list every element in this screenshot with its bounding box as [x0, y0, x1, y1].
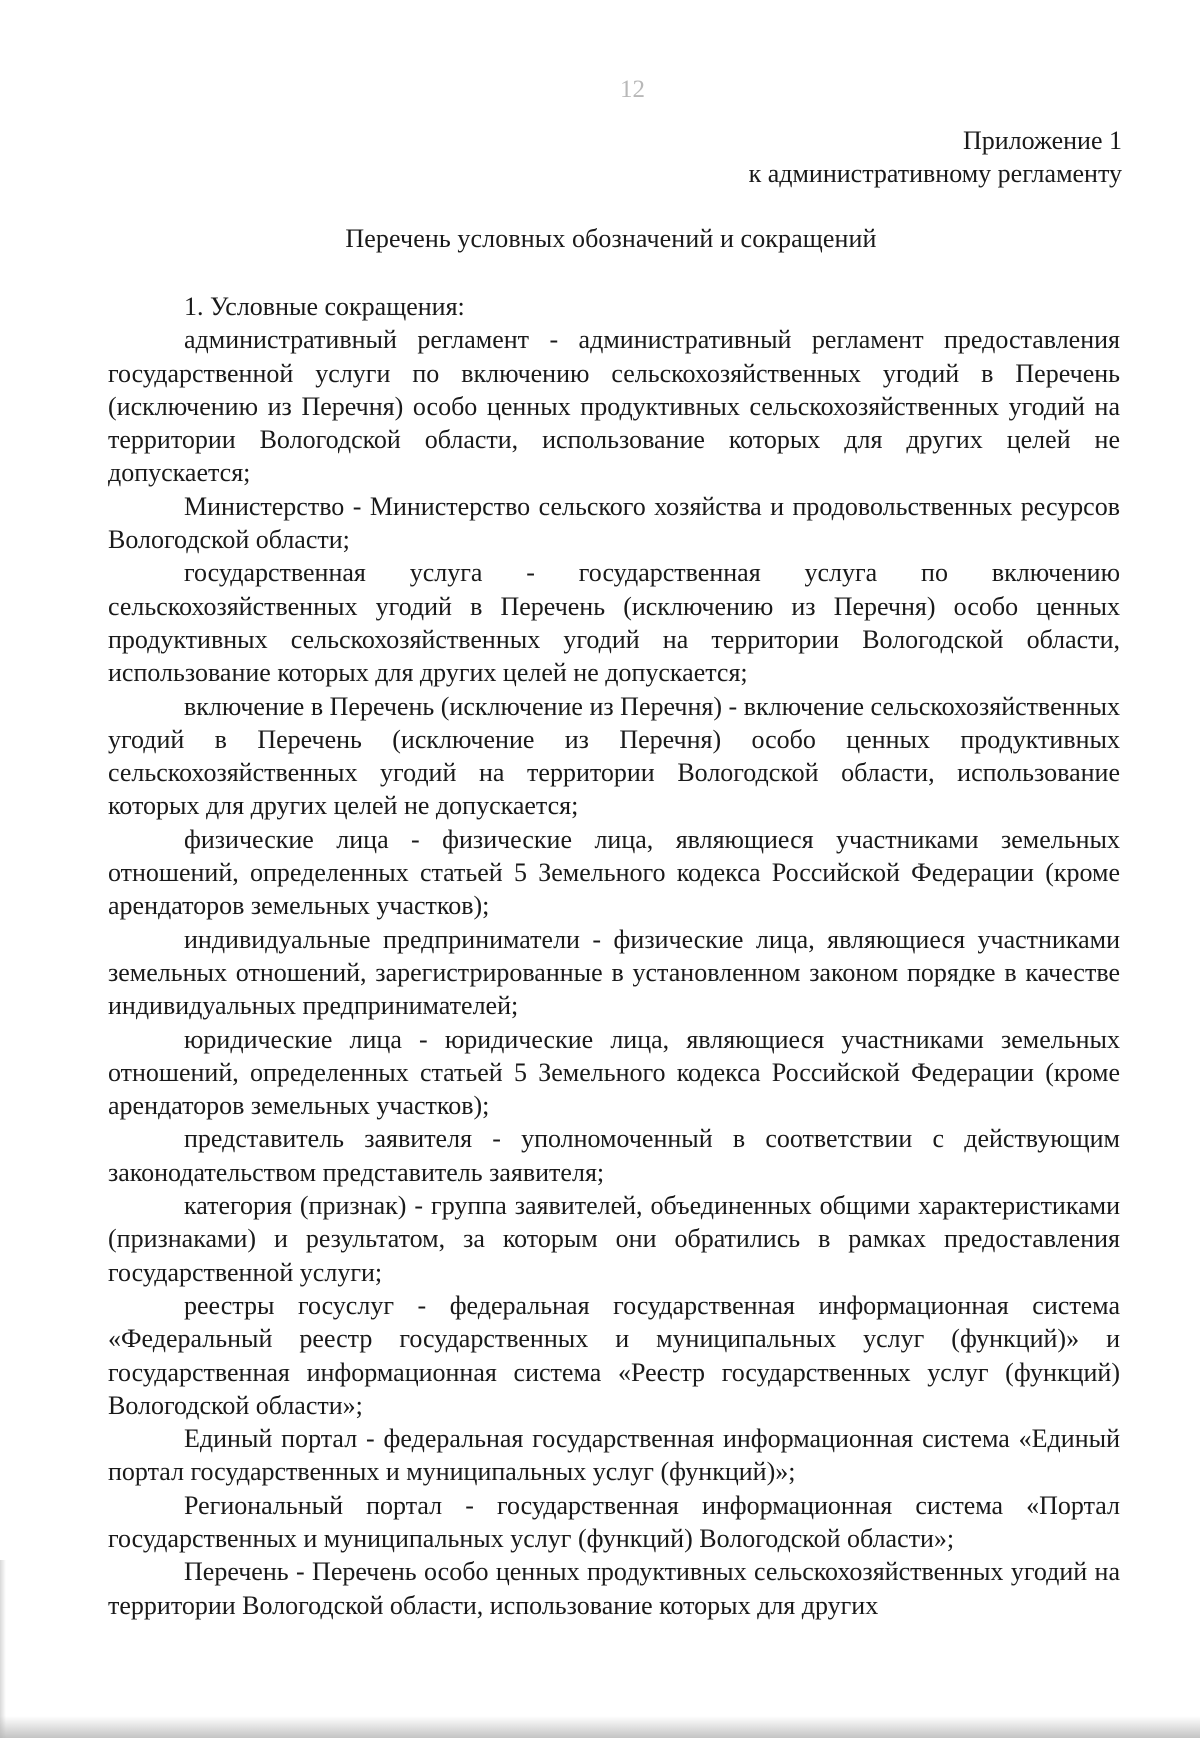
paragraph-state-service: государственная услуга - государственная услуга по включению сельскохозяйственных угодий в Перечень (исключению из Перечня) особо ценных продуктивных сельскохозяйственных угодий на территории Вологодской области, использование которых для других целей не допускается; — [108, 558, 1120, 688]
paragraph-regional-portal: Региональный портал - государственная информационная система «Портал государственных и муниципальных услуг (функций) Вологодской области»; — [108, 1490, 1120, 1553]
document-body — [108, 290, 1120, 1622]
paragraph-individuals: физические лица - физические лица, являющиеся участниками земельных отношений, определенных статьей 5 Земельного кодекса Российской Федерации (кроме арендаторов земельных участков); — [108, 824, 1120, 921]
page-number: 12 — [620, 76, 645, 103]
appendix-line-1: Приложение 1 — [962, 126, 1122, 155]
section-heading: 1. Условные сокращения: — [184, 292, 465, 321]
scan-bottom-edge — [0, 1716, 1200, 1738]
paragraph-registries: реестры госуслуг - федеральная государственная информационная система «Федеральный реестр государственных и муниципальных услуг (функций)» и государственная информационная система «Реестр государственных услуг (функций) Вологодской области»; — [108, 1290, 1120, 1420]
document-title: Перечень условных обозначений и сокращений — [345, 224, 877, 253]
paragraph-entrepreneurs: индивидуальные предприниматели - физические лица, являющиеся участниками земельных отношений, зарегистрированные в установленном законом порядке в качестве индивидуальных предпринимателей; — [108, 924, 1120, 1021]
appendix-note — [749, 124, 1122, 190]
paragraph-legal-entities: юридические лица - юридические лица, являющиеся участниками земельных отношений, определенных статьей 5 Земельного кодекса Российской Федерации (кроме арендаторов земельных участков); — [108, 1024, 1120, 1121]
paragraph-list: Перечень - Перечень особо ценных продуктивных сельскохозяйственных угодий на территории Вологодской области, использование которых для других — [108, 1557, 1120, 1620]
paragraph-category: категория (признак) - группа заявителей, объединенных общими характеристиками (признаками) и результатом, за которым они обратились в рамках предоставления государственной услуги; — [108, 1191, 1120, 1287]
paragraph-ministry: Министерство - Министерство сельского хозяйства и продовольственных ресурсов Вологодской области; — [108, 491, 1120, 555]
appendix-line-2: к административному регламенту — [748, 159, 1122, 188]
paragraph-unified-portal: Единый портал - федеральная государственная информационная система «Единый портал государственных и муниципальных услуг (функций)»; — [108, 1424, 1120, 1487]
paragraph-representative: представитель заявителя - уполномоченный в соответствии с действующим законодательством представитель заявителя; — [108, 1124, 1120, 1187]
scan-left-edge — [0, 1560, 6, 1738]
paragraph-admin-regulation: административный регламент - административный регламент предоставления государственной услуги по включению сельскохозяйственных угодий в Перечень (исключению из Перечня) особо ценных продуктивных сельскохозяйственных угодий на территории Вологодской области, использование которых для других целей не допускается; — [108, 325, 1120, 488]
paragraph-inclusion: включение в Перечень (исключение из Перечня) - включение сельскохозяйственных угодий в Перечень (исключение из Перечня) особо ценных продуктивных сельскохозяйственных угодий на территории Вологодской области, использование которых для других целей не допускается; — [108, 691, 1120, 821]
